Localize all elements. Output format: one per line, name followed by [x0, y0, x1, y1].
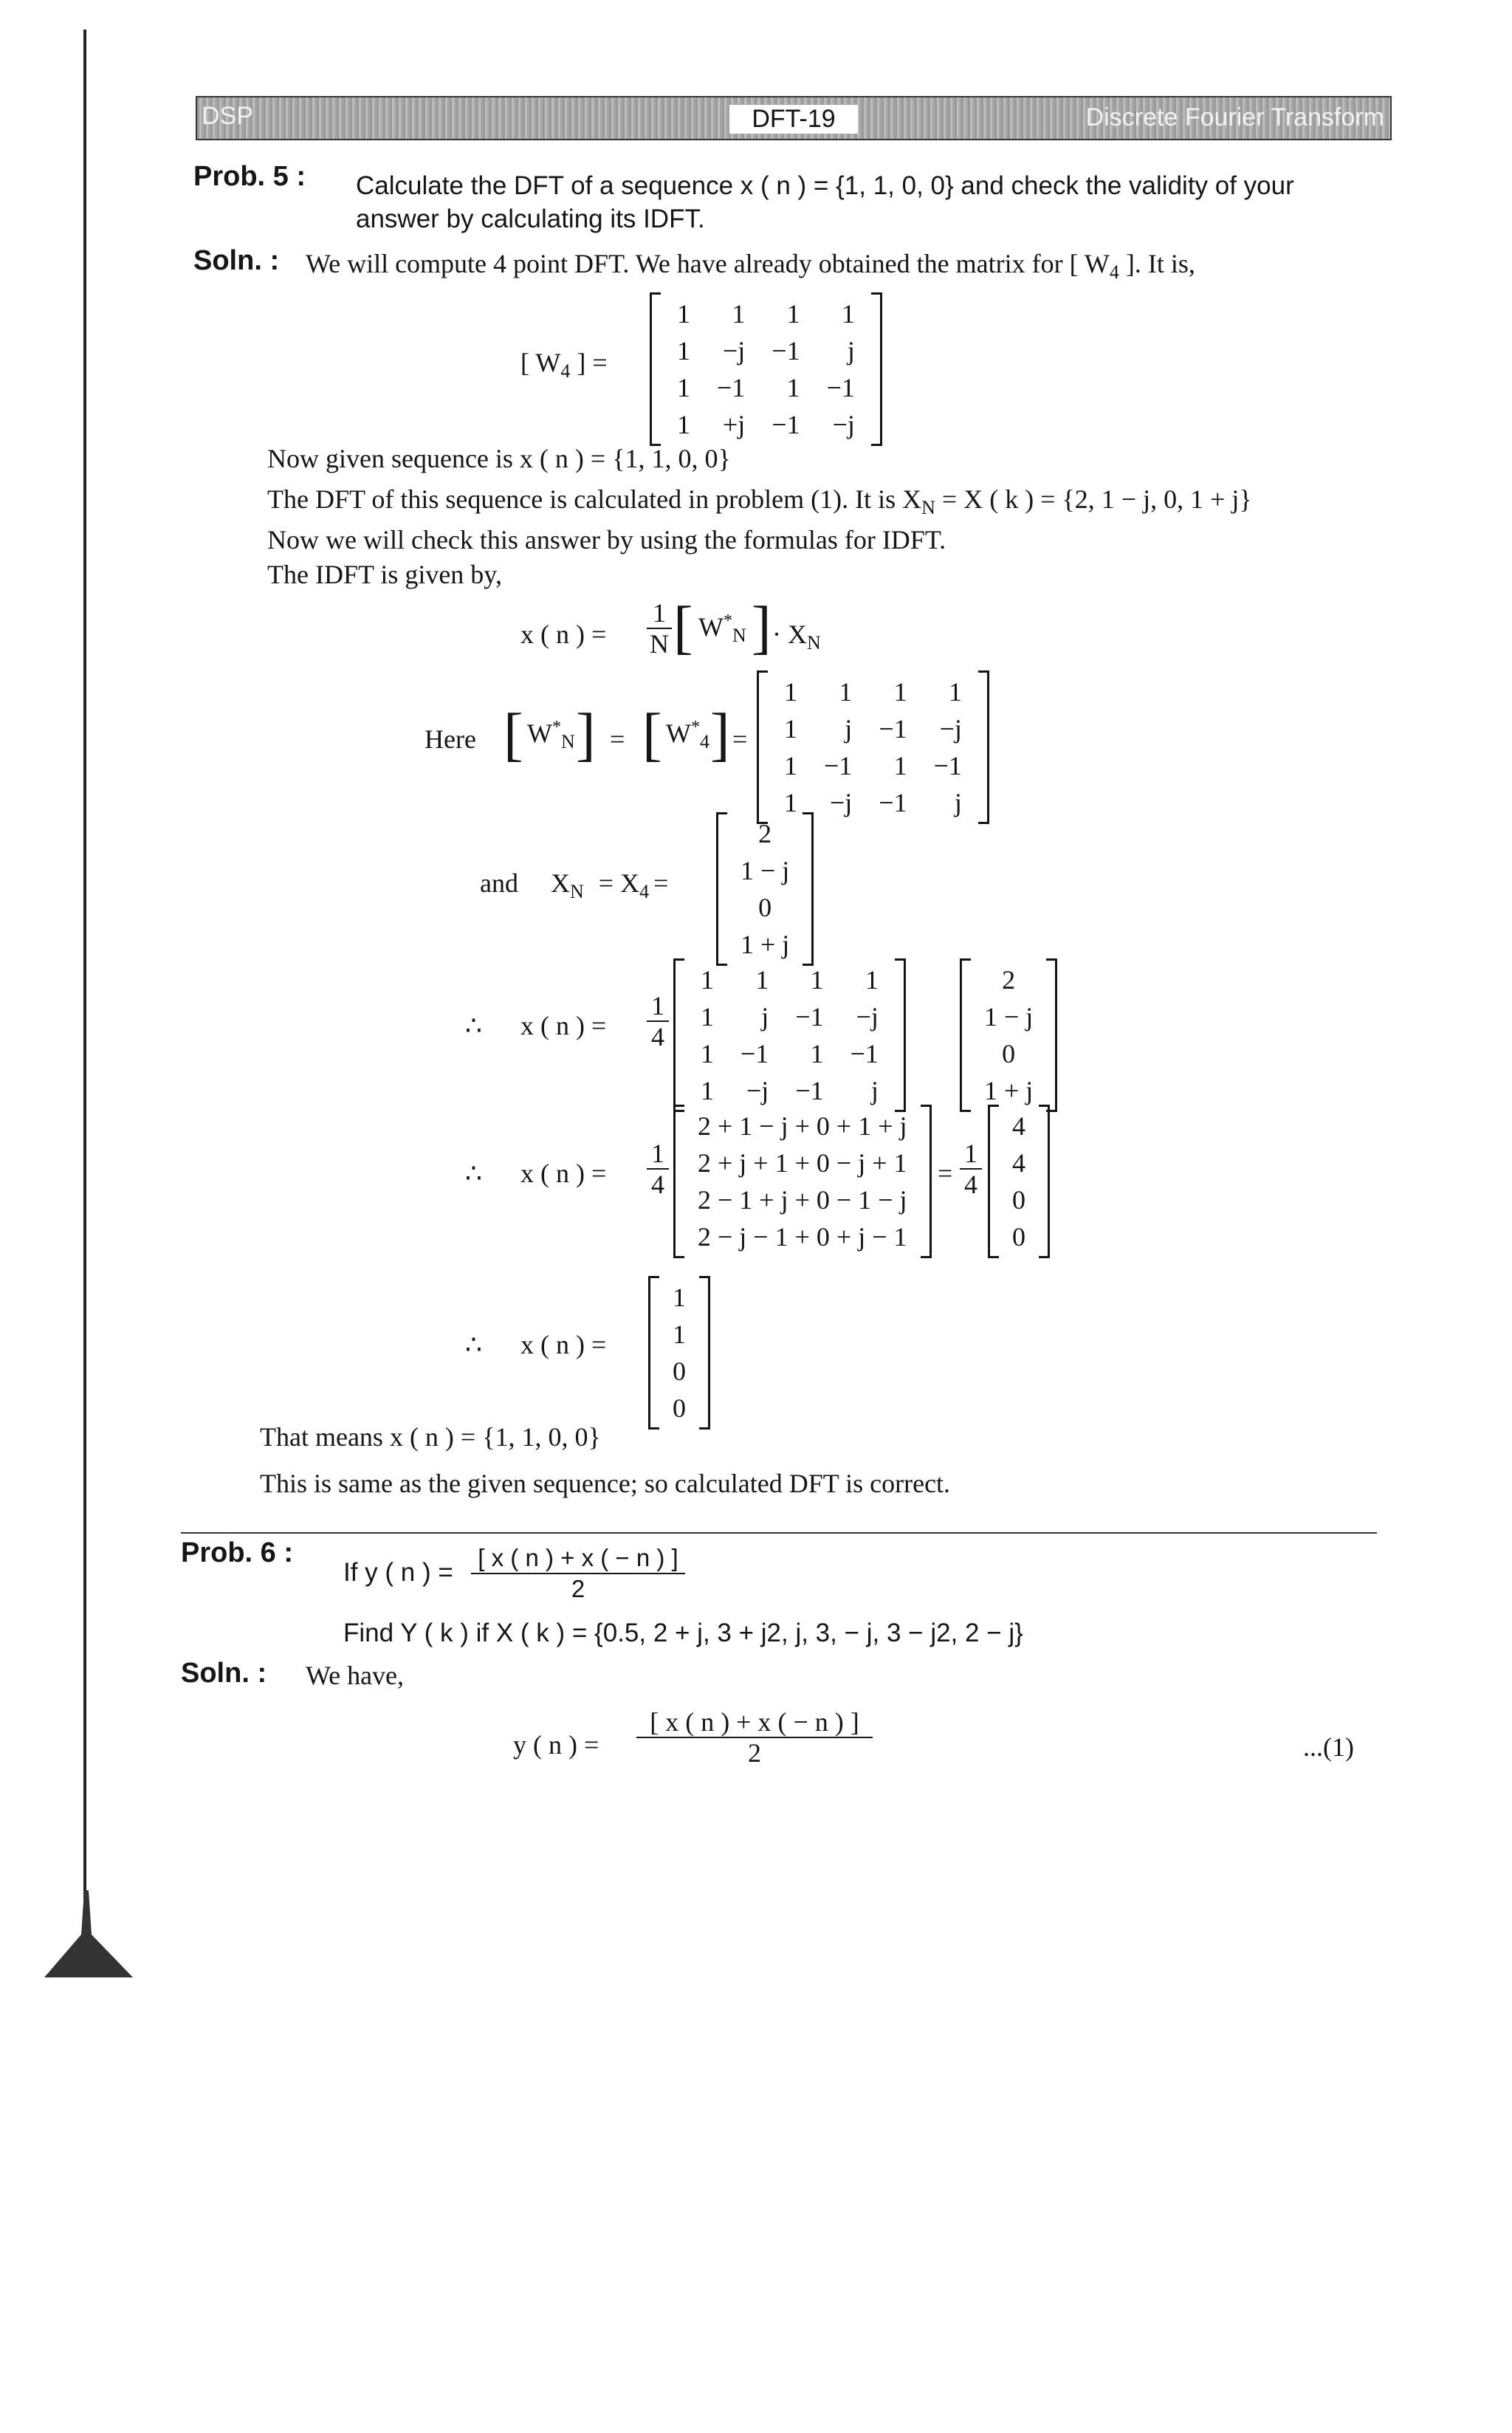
wstar-matrix-row [771, 747, 975, 784]
here-eq1: = [610, 724, 625, 754]
step1-vector-row [974, 961, 1043, 998]
wstar-matrix-cell: 1 [893, 677, 907, 707]
here-w-n: $W^*_N$ [527, 718, 575, 753]
step1-matrix-cell: 1 [701, 1076, 714, 1105]
step3-lhs: x ( n ) = [520, 1330, 607, 1359]
step1-vector-row [974, 998, 1043, 1035]
here-label: Here [425, 724, 476, 754]
given-sequence-line: Now given sequence is x ( n ) = {1, 1, 0, 0} [267, 444, 731, 473]
prob5-label: Prob. 5 : [193, 161, 306, 192]
idft-intro-line: The IDFT is given by, [267, 560, 502, 589]
wstar-matrix-cell: j [954, 788, 962, 817]
header-left: DSP [202, 102, 253, 130]
step1-matrix-cell: −1 [795, 1076, 824, 1105]
step2-expression-cell: 2 − 1 + j + 0 − 1 − j [698, 1185, 907, 1215]
wstar-matrix-cell: 1 [784, 714, 797, 744]
step2-result-cell: 0 [1012, 1185, 1025, 1215]
equation-number: ...(1) [1303, 1732, 1354, 1762]
final-vector [648, 1276, 710, 1430]
xn-vector-row [730, 815, 800, 852]
w4-matrix-cell: 1 [732, 299, 746, 329]
step1-matrix-cell: −1 [795, 1002, 824, 1032]
step1-vector-cell: 2 [1002, 965, 1016, 995]
final-vector-cell: 1 [673, 1283, 686, 1312]
here-eq2: = [732, 724, 748, 754]
soln6-label: Soln. : [181, 1658, 267, 1689]
idft-lhs: x ( n ) = [520, 620, 607, 649]
w4-matrix-cell: 1 [677, 373, 690, 402]
step2-result-row [1002, 1218, 1036, 1255]
w4-matrix-cell: +j [723, 410, 746, 439]
soln6-we-have: We have, [306, 1661, 405, 1690]
step1-matrix-cell: 1 [810, 1039, 824, 1068]
step1-matrix-row [687, 998, 892, 1035]
step1-lhs: x ( n ) = [520, 1011, 607, 1040]
wstar-matrix-cell: 1 [784, 751, 797, 780]
therefore-3: ∴ [465, 1330, 482, 1359]
page-header [196, 96, 1392, 140]
soln6-fraction: $\frac{[ x ( n ) + x ( - n ) ]}{2}$ [636, 1707, 873, 1768]
step2-result-cell: 4 [1012, 1111, 1025, 1141]
here-bracket-1r: ] [576, 702, 596, 767]
step2-expression-cell: 2 − j − 1 + 0 + j − 1 [698, 1222, 907, 1252]
wstar-matrix-cell: 1 [784, 788, 797, 817]
step1-matrix-cell: 1 [701, 965, 714, 995]
xn-vector-row [730, 889, 800, 926]
step1-vector-cell: 1 + j [984, 1076, 1034, 1105]
here-bracket-2r: ] [710, 702, 730, 767]
prob5-text-line2: answer by calculating its IDFT. [356, 205, 705, 233]
final-vector-row [662, 1353, 696, 1390]
wstar-matrix-cell: −1 [879, 714, 907, 744]
step1-matrix-cell: j [870, 1076, 879, 1105]
w4-matrix-cell: 1 [786, 373, 800, 402]
prob6-find-text: Find Y ( k ) if X ( k ) = {0.5, 2 + j, 3 + j2, j, 3, − j, 3 − j2, 2 − j} [343, 1619, 1023, 1647]
w4-matrix-cell: −j [832, 410, 855, 439]
xn-vector-cell: 1 + j [740, 930, 790, 959]
prob6-label: Prob. 6 : [181, 1537, 294, 1568]
wstar-matrix-cell: −1 [933, 751, 962, 780]
step1-matrix-row [687, 1035, 892, 1072]
step2-expression-row [687, 1145, 918, 1181]
final-vector-cell: 0 [673, 1393, 686, 1423]
step1-matrix-row [687, 961, 892, 998]
soln6-lhs: y ( n ) = [513, 1730, 599, 1760]
step1-matrix-cell: 1 [701, 1039, 714, 1068]
and-label: and [480, 868, 518, 898]
wstar-matrix [757, 670, 989, 824]
step1-vector-cell: 0 [1002, 1039, 1016, 1068]
w4-matrix-cell: j [847, 336, 855, 366]
step1-matrix-cell: 1 [810, 965, 824, 995]
step2-result-cell: 0 [1012, 1222, 1025, 1252]
soln5-label: Soln. : [193, 245, 280, 276]
prob6-fraction: $\frac{[ x ( n ) + x ( - n ) ]}{2}$ [471, 1543, 685, 1604]
wstar-matrix-cell: −j [830, 788, 853, 817]
idft-fraction: $\frac{1}{N}$ [647, 598, 672, 659]
xn-vector-row [730, 926, 800, 963]
prob6-if-text: If y ( n ) = [343, 1558, 453, 1587]
step2-result-cell: 4 [1012, 1148, 1025, 1178]
final-vector-row [662, 1390, 696, 1427]
w4-lhs: [ $W_4$ ] = [520, 348, 608, 382]
here-bracket-1l: [ [504, 702, 523, 767]
step2-expression-cell: 2 + 1 − j + 0 + 1 + j [698, 1111, 907, 1141]
w4-matrix-cell: 1 [677, 410, 690, 439]
step1-vector-cell: 1 − j [984, 1002, 1034, 1032]
wstar-matrix-cell: 1 [893, 751, 907, 780]
w4-matrix-cell: −1 [772, 410, 800, 439]
section-divider [181, 1532, 1377, 1534]
wstar-matrix-cell: 1 [784, 677, 797, 707]
idft-bracket-left: [ [673, 595, 693, 660]
step2-result-row [1002, 1145, 1036, 1181]
w4-matrix-row [664, 332, 868, 369]
w4-matrix-cell: 1 [677, 336, 690, 366]
step2-expression [673, 1105, 932, 1258]
step2-eq: = [938, 1159, 953, 1188]
step1-vector-row [974, 1035, 1043, 1072]
final-vector-row [662, 1279, 696, 1316]
step2-result-row [1002, 1181, 1036, 1218]
w4-matrix-cell: 1 [841, 299, 855, 329]
idft-w: $W^*_N$ [698, 611, 746, 647]
step1-matrix-cell: −j [746, 1076, 769, 1105]
step1-quarter: $\frac{1}{4}$ [647, 991, 669, 1051]
w4-matrix-row [664, 369, 868, 406]
step1-vector-row [974, 1072, 1043, 1109]
conclusion-line: This is same as the given sequence; so calculated DFT is correct. [260, 1469, 951, 1498]
wstar-matrix-cell: −1 [824, 751, 853, 780]
idft-x: · $X_N$ [772, 620, 821, 654]
xn-vector-cell: 1 − j [740, 856, 790, 885]
w4-matrix-cell: 1 [786, 299, 800, 329]
w4-matrix-cell: 1 [677, 299, 690, 329]
step1-vector [960, 958, 1057, 1112]
xn-vector-cell: 0 [758, 893, 772, 922]
step1-matrix-cell: −j [856, 1002, 879, 1032]
step2-result [988, 1105, 1050, 1258]
header-right: Discrete Fourier Transform [1085, 103, 1384, 131]
step1-matrix-cell: 1 [701, 1002, 714, 1032]
w4-matrix-cell: −1 [826, 373, 855, 402]
step2-quarter-2: $\frac{1}{4}$ [960, 1139, 982, 1199]
wstar-matrix-cell: 1 [948, 677, 962, 707]
soln5-line1: We will compute 4 point DFT. We have already obtained the matrix for [ $W_4$ ]. It is, [306, 249, 1195, 284]
w4-matrix-cell: −1 [772, 336, 800, 366]
step1-matrix-cell: 1 [755, 965, 769, 995]
w4-matrix-cell: −1 [717, 373, 746, 402]
scan-margin-line [83, 30, 86, 1920]
dft-line: The DFT of this sequence is calculated in problem (1). It is $X_N = X$ ( k ) = {2, 1 − j, 0, 1 + j} [267, 484, 1252, 519]
final-vector-cell: 0 [673, 1356, 686, 1386]
xn-lhs: $X_N = X_4$ = [551, 868, 669, 903]
step2-expression-row [687, 1218, 918, 1255]
prob5-text-line1: Calculate the DFT of a sequence x ( n ) = {1, 1, 0, 0} and check the validity of your [356, 171, 1294, 200]
step2-result-row [1002, 1108, 1036, 1145]
w4-matrix-cell: −j [723, 336, 746, 366]
step2-lhs: x ( n ) = [520, 1159, 607, 1188]
therefore-1: ∴ [465, 1011, 482, 1040]
xn-vector-row [730, 852, 800, 889]
header-page-number: DFT-19 [729, 105, 857, 134]
check-line: Now we will check this answer by using the formulas for IDFT. [267, 525, 946, 555]
wstar-matrix-cell: −j [939, 714, 962, 744]
step2-expression-cell: 2 + j + 1 + 0 − j + 1 [698, 1148, 907, 1178]
xn-vector [716, 812, 814, 966]
step1-matrix-cell: 1 [865, 965, 879, 995]
final-vector-cell: 1 [673, 1320, 686, 1349]
therefore-2: ∴ [465, 1159, 482, 1188]
step1-matrix-cell: −1 [740, 1039, 769, 1068]
wstar-matrix-cell: j [845, 714, 853, 744]
wstar-matrix-cell: 1 [839, 677, 853, 707]
step1-matrix-row [687, 1072, 892, 1109]
step1-matrix [673, 958, 906, 1112]
idft-bracket-right: ] [752, 595, 772, 660]
step2-expression-row [687, 1181, 918, 1218]
wstar-matrix-row [771, 710, 975, 747]
wstar-matrix-row [771, 673, 975, 710]
w4-matrix-row [664, 406, 868, 443]
w4-matrix-row [664, 295, 868, 332]
final-vector-row [662, 1316, 696, 1353]
binding-mark [44, 1890, 133, 1979]
here-w-4: $W^*_4$ [666, 718, 709, 753]
xn-vector-cell: 2 [758, 819, 772, 848]
w4-matrix [650, 292, 882, 446]
that-means-line: That means x ( n ) = {1, 1, 0, 0} [260, 1422, 601, 1452]
wstar-matrix-cell: −1 [879, 788, 907, 817]
step1-matrix-cell: j [761, 1002, 769, 1032]
here-bracket-2l: [ [642, 702, 662, 767]
step1-matrix-cell: −1 [850, 1039, 879, 1068]
step2-quarter: $\frac{1}{4}$ [647, 1139, 669, 1199]
step2-expression-row [687, 1108, 918, 1145]
